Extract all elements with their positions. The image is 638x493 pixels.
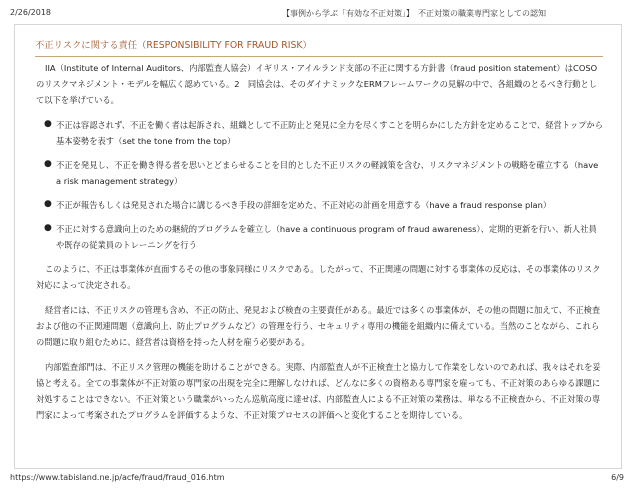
article-body [36,60,604,432]
bullet-icon: ● [44,223,52,233]
list-item-text: 不正が報告もしくは発見された場合に講じるべき手段の詳細を定めた、不正対応の計画を用意する（have a fraud response plan） [56,200,552,210]
list-item-text: 不正は容認されず、不正を働く者は起訴され、組織として不正防止と発見に全力を尽くすことを明らかにした方針を定めることで、経営トップから基本姿勢を表す（set the tone from the top） [56,120,604,146]
list-item [44,157,604,189]
bullet-icon: ● [44,119,52,129]
action-list [36,117,604,253]
body-paragraph: 内部監査部門は、不正リスク管理の機能を助けることができる。実際、内部監査人が不正検査士と協力して作業をしないのであれば、我々はそれを妥協と考える。全ての事業体が不正対策の専門家の出現を完全に理解しなければ、どんなに多くの資格ある専門家を雇っても、不正対策のあらゆる課題に対処することはできない。不正対策という職業がいったん巡航高度に達せば、内部監査人による不正対策の業務は、単なる不正検査から、不正対策の専門家によって考案されたプログラムを評価するような、不正対策プロセスの評価へと変化することを期待している。 [36,362,601,420]
section-heading [35,33,603,57]
list-item [44,221,604,253]
bullet-icon: ● [44,199,52,209]
print-date: 2/26/2018 [10,8,52,17]
list-item [44,117,604,149]
list-item-text: 不正を発見し、不正を働き得る者を思いとどまらせることを目的とした不正リスクの軽減策を含む、リスクマネジメントの戦略を確立する（have a risk management strategy） [56,160,599,186]
intro-paragraph: IIA（Institute of Internal Auditors、内部監査人協会）イギリス・アイルランド支部の不正に関する方針書（fraud position statement）はCOSOのリスクマネジメント・モデルを幅広く認めている。2 同協会は、そのダイナミックなERMフレームワークの見解の中で、各組織のとるべき行動として以下を挙げている。 [36,63,598,105]
body-paragraph: このように、不正は事業体が直面するその他の事象同様にリスクである。したがって、不正関連の問題に対する事業体の反応は、その事業体のリスク対応によって決定される。 [36,264,601,290]
bullet-icon: ● [44,159,52,169]
list-item [44,197,604,213]
page-number: 6/9 [611,473,624,482]
print-page-title: 【事例から学ぶ「有効な不正対策」】 不正対策の職業専門家としての認知 [282,9,546,18]
section-title: 不正リスクに関する責任（RESPONSIBILITY FOR FRAUD RISK） [35,40,312,51]
source-url-link[interactable]: https://www.tabisland.ne.jp/acfe/fraud/fraud_016.htm [10,473,225,482]
list-item-text: 不正に対する意識向上のための継続的プログラムを確立し（have a continuous program of fraud awareness）、定期的更新を行い、新人社員や既存の従業員のトレーニングを行う [56,224,597,250]
body-paragraph: 経営者には、不正リスクの管理も含め、不正の防止、発見および検査の主要責任がある。最近では多くの事業体が、その他の問題に加えて、不正検査および他の不正関連問題（意識向上、防止プログラムなど）の管理を行う、セキュリティ専用の機能を組織内に備えている。当然のことながら、これらの問題に取り組むために、経営者は資格を持った人材を雇う必要がある。 [36,305,601,347]
